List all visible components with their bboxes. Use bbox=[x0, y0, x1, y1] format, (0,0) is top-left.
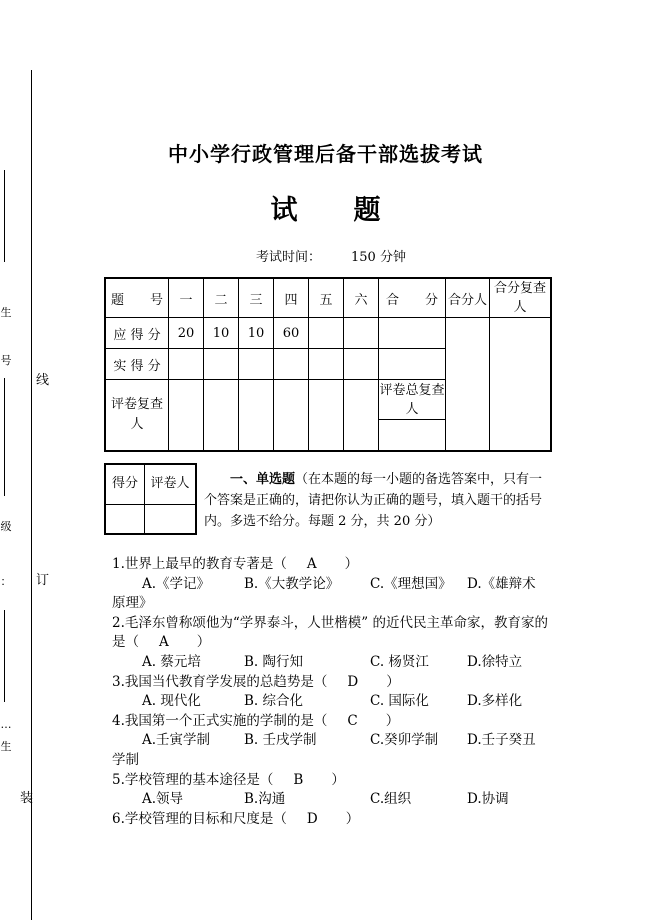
option-row bbox=[112, 790, 557, 810]
question-3 bbox=[112, 673, 557, 712]
score-cell bbox=[274, 349, 309, 380]
score-header-cell: 四 bbox=[274, 278, 309, 318]
option: A.壬寅学制 bbox=[142, 732, 211, 749]
binding-dash-3 bbox=[4, 610, 5, 702]
score-cell bbox=[379, 349, 446, 380]
option: A.领导 bbox=[142, 791, 184, 808]
score-cell bbox=[309, 349, 344, 380]
score-cell: 10 bbox=[239, 318, 274, 349]
score-cell bbox=[239, 349, 274, 380]
option: B. 陶行知 bbox=[244, 653, 304, 670]
score-header-cell: 合分人 bbox=[446, 278, 490, 318]
option: B.沟通 bbox=[244, 791, 286, 808]
score-label: 得分 bbox=[105, 464, 145, 504]
score-table bbox=[104, 277, 552, 452]
score-row-label: 实 得 分 bbox=[105, 349, 169, 380]
score-input-cell bbox=[105, 504, 145, 534]
answer: D bbox=[347, 673, 359, 690]
question-stem: 6.学校管理的目标和尺度是（ D ） bbox=[112, 810, 360, 827]
option: B. 综合化 bbox=[244, 693, 304, 710]
option-row bbox=[112, 653, 557, 673]
binding-label-bind: 装 bbox=[20, 791, 34, 806]
option: B.《大教学论》 bbox=[244, 575, 340, 592]
score-row-label: 应 得 分 bbox=[105, 318, 169, 349]
question-2 bbox=[112, 614, 557, 673]
score-header-cell: 合分复查人 bbox=[490, 278, 552, 318]
score-header-cell: 五 bbox=[309, 278, 344, 318]
score-cell: 10 bbox=[204, 318, 239, 349]
option: D.协调 bbox=[467, 791, 509, 808]
score-header-cell: 三 bbox=[239, 278, 274, 318]
grader-input-cell bbox=[145, 504, 197, 534]
score-header-cell: 合 分 bbox=[379, 278, 446, 318]
option: C. 国际化 bbox=[370, 693, 429, 710]
option: C.《理想国》 bbox=[370, 575, 452, 592]
option-continuation: 学制 bbox=[112, 751, 139, 768]
question-5 bbox=[112, 771, 557, 810]
score-header-cell: 题 号 bbox=[105, 278, 169, 318]
section-grading-table bbox=[104, 463, 197, 535]
option-row bbox=[112, 692, 557, 712]
exam-time bbox=[256, 246, 406, 265]
score-cell bbox=[204, 380, 239, 452]
question-stem: 3.我国当代教育学发展的总趋势是（ D ） bbox=[112, 673, 400, 690]
score-header-cell: 六 bbox=[344, 278, 379, 318]
binding-glyph-2: 号 bbox=[0, 354, 12, 367]
score-cell bbox=[344, 380, 379, 452]
option-continuation: 原理》 bbox=[112, 595, 153, 612]
section-heading: 一、单选题 bbox=[230, 472, 296, 487]
option: D.多样化 bbox=[467, 693, 523, 710]
score-row-label: 评卷复查人 bbox=[105, 380, 169, 452]
score-cell bbox=[379, 318, 446, 349]
score-cell bbox=[274, 380, 309, 452]
section-instructions-text: （在本题的每一小题的备选答案中，只有一个答案是正确的，请把你认为正确的题号，填入题干的括号内。多选不给分。每题 2 分，共 20 分） bbox=[204, 472, 543, 529]
option: A. 蔡元培 bbox=[142, 653, 201, 670]
exam-time-value: 150 分钟 bbox=[351, 250, 406, 265]
exam-time-label: 考试时间： bbox=[256, 250, 322, 265]
option: C. 杨贤江 bbox=[370, 653, 429, 670]
binding-label-line: 线 bbox=[36, 373, 50, 388]
score-cell bbox=[169, 349, 204, 380]
answer: A bbox=[306, 556, 317, 572]
section-instructions bbox=[204, 469, 549, 532]
option: A.《学记》 bbox=[142, 575, 211, 592]
score-cell bbox=[379, 420, 446, 452]
option-row bbox=[112, 575, 557, 595]
option: D.徐特立 bbox=[467, 653, 523, 670]
total-reviewer-cell bbox=[490, 318, 552, 452]
answer: C bbox=[347, 712, 358, 729]
question-stem: 5.学校管理的基本途径是（ B ） bbox=[112, 771, 345, 788]
exam-subtitle bbox=[0, 188, 651, 227]
score-cell bbox=[309, 318, 344, 349]
score-cell bbox=[239, 380, 274, 452]
option: C.癸卯学制 bbox=[370, 732, 439, 749]
grader-label: 评卷人 bbox=[145, 464, 197, 504]
exam-title: 中小学行政管理后备干部选拔考试 bbox=[168, 142, 483, 166]
question-6 bbox=[112, 810, 557, 830]
answer: B bbox=[293, 771, 304, 788]
binding-glyph-6: 生 bbox=[0, 740, 12, 753]
option: A. 现代化 bbox=[142, 693, 201, 710]
option: B. 壬戌学制 bbox=[244, 732, 317, 749]
score-cell bbox=[204, 349, 239, 380]
question-stem: 2.毛泽东曾称颂他为“学界泰斗，人世楷模” 的近代民主革命家，教育家的是（ A ） bbox=[112, 614, 548, 651]
score-cell bbox=[344, 318, 379, 349]
total-scorer-cell bbox=[446, 318, 490, 452]
question-4 bbox=[112, 712, 557, 771]
answer: D bbox=[306, 810, 318, 827]
binding-glyph-5: … bbox=[0, 718, 12, 731]
score-cell: 60 bbox=[274, 318, 309, 349]
question-stem: 1.世界上最早的教育专著是（ A ） bbox=[112, 556, 359, 572]
score-cell bbox=[169, 380, 204, 452]
subtitle-char-2: 题 bbox=[353, 195, 381, 226]
score-cell bbox=[309, 380, 344, 452]
question-list bbox=[112, 555, 557, 829]
question-stem: 4.我国第一个正式实施的学制的是（ C ） bbox=[112, 712, 400, 729]
binding-glyph-4: ： bbox=[0, 575, 12, 588]
option: D.壬子癸丑 bbox=[467, 732, 536, 749]
subtitle-char-1: 试 bbox=[270, 195, 298, 226]
answer: A bbox=[159, 634, 169, 651]
question-1 bbox=[112, 555, 557, 614]
binding-dash-2 bbox=[4, 378, 5, 496]
option: D.《雄辩术 bbox=[467, 575, 536, 592]
score-header-cell: 二 bbox=[204, 278, 239, 318]
option: C.组织 bbox=[370, 791, 412, 808]
score-header-cell: 一 bbox=[169, 278, 204, 318]
binding-label-order: 订 bbox=[36, 573, 50, 588]
score-cell bbox=[344, 349, 379, 380]
option-row bbox=[112, 731, 557, 751]
score-cell: 20 bbox=[169, 318, 204, 349]
binding-glyph-1: 生 bbox=[0, 306, 12, 319]
review-total-cell: 评卷总复查人 bbox=[379, 380, 446, 420]
binding-glyph-3: 级 bbox=[0, 520, 12, 533]
